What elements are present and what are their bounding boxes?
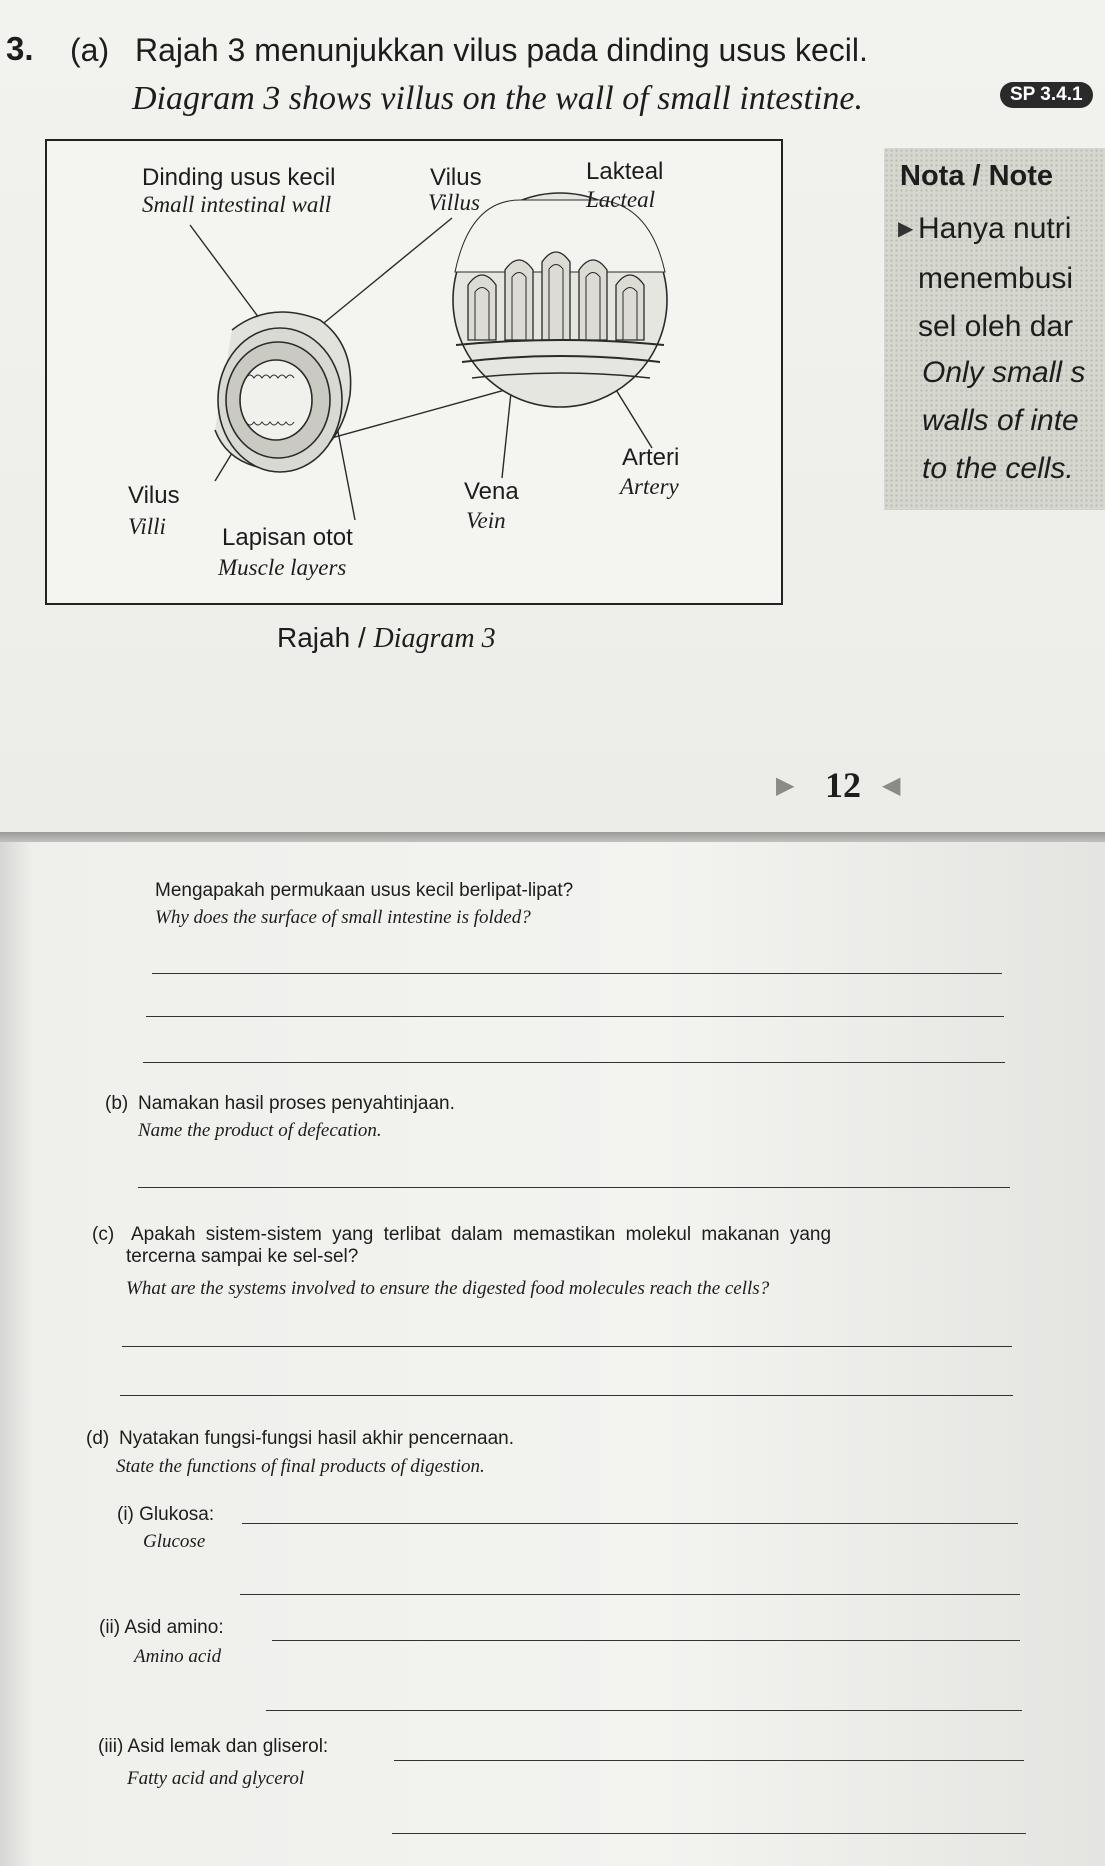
q-d-ms: Nyatakan fungsi-fungsi hasil akhir pencernaan. <box>119 1428 515 1449</box>
label-muscle-ms: Lapisan otot <box>222 524 353 551</box>
label-villus-en: Villus <box>428 190 480 215</box>
intestine-cross-section <box>215 312 351 472</box>
q-b-label: (b) <box>105 1093 129 1114</box>
q-d-ii-en: Amino acid <box>134 1646 222 1667</box>
answer-line[interactable] <box>122 1346 1012 1347</box>
caption-ms: Rajah / <box>277 622 374 653</box>
label-lacteal-ms: Lakteal <box>586 158 664 185</box>
sp-badge: SP 3.4.1 <box>1000 82 1093 108</box>
page-arrow-right-icon: ◀ <box>882 772 901 799</box>
page-arrow-left-icon: ▶ <box>776 772 795 799</box>
label-wall-en: Small intestinal wall <box>142 192 332 217</box>
label-artery-ms: Arteri <box>622 444 680 471</box>
q-d-iii-ms: (iii) Asid lemak dan gliserol: <box>98 1736 329 1757</box>
diagram-caption <box>277 622 496 655</box>
note-line-2: menembusi <box>918 262 1074 295</box>
label-lacteal-en: Lacteal <box>586 187 655 212</box>
label-villus-ms: Vilus <box>430 164 482 191</box>
answer-line[interactable] <box>242 1523 1018 1524</box>
answer-line[interactable] <box>152 973 1002 974</box>
label-muscle-en: Muscle layers <box>218 555 347 580</box>
q-c-ms-2: tercerna sampai ke sel-sel? <box>126 1246 359 1267</box>
part-a-label: (a) <box>70 32 110 68</box>
villi-magnified <box>453 193 667 407</box>
note-arrow-icon: ▶ <box>898 218 914 240</box>
label-villi-ms: Vilus <box>128 482 180 509</box>
label-vein-en: Vein <box>466 508 506 533</box>
q-b-en: Name the product of defecation. <box>138 1120 382 1141</box>
bottom-page <box>0 842 1105 1866</box>
q-d-iii-en: Fatty acid and glycerol <box>127 1768 305 1789</box>
answer-line[interactable] <box>146 1016 1004 1017</box>
q-d-en: State the functions of final products of digestion. <box>116 1456 485 1477</box>
part-a-text-ms: Rajah 3 menunjukkan vilus pada dinding usus kecil. <box>135 32 868 68</box>
label-villi-en: Villi <box>128 514 166 539</box>
answer-line[interactable] <box>138 1187 1010 1188</box>
question-number: 3. <box>6 30 34 67</box>
q-a-ms: Mengapakah permukaan usus kecil berlipat-lipat? <box>155 880 574 901</box>
answer-line[interactable] <box>240 1594 1020 1595</box>
note-title: Nota / Note <box>900 160 1054 192</box>
note-line-1: Hanya nutri <box>918 212 1072 245</box>
answer-line[interactable] <box>143 1062 1005 1063</box>
answer-line[interactable] <box>120 1395 1013 1396</box>
note-line-6: to the cells. <box>922 452 1074 485</box>
note-line-4: Only small s <box>922 356 1086 389</box>
answer-line[interactable] <box>394 1760 1024 1761</box>
label-artery-en: Artery <box>620 474 679 499</box>
q-c-ms-1: Apakah sistem-sistem yang terlibat dalam memastikan molekul makanan yang <box>131 1224 832 1245</box>
q-a-en: Why does the surface of small intestine is folded? <box>155 907 531 928</box>
answer-line[interactable] <box>266 1710 1022 1711</box>
part-a-text-en: Diagram 3 shows villus on the wall of small intestine. <box>132 80 864 117</box>
q-d-label: (d) <box>86 1428 110 1449</box>
q-d-ii-ms: (ii) Asid amino: <box>99 1617 224 1638</box>
answer-line[interactable] <box>272 1640 1020 1641</box>
q-c-en: What are the systems involved to ensure the digested food molecules reach the cells? <box>126 1278 770 1299</box>
note-line-5: walls of inte <box>922 404 1079 437</box>
note-line-3: sel oleh dar <box>918 310 1074 343</box>
label-vein-ms: Vena <box>464 478 519 505</box>
page-number: 12 <box>825 765 861 805</box>
caption-en: Diagram 3 <box>373 623 496 654</box>
q-c-label: (c) <box>92 1224 115 1245</box>
label-wall-ms: Dinding usus kecil <box>142 164 336 191</box>
q-d-i-en: Glucose <box>143 1531 206 1552</box>
answer-line[interactable] <box>392 1833 1026 1834</box>
q-b-ms: Namakan hasil proses penyahtinjaan. <box>138 1093 455 1114</box>
q-d-i-ms: (i) Glukosa: <box>117 1504 215 1525</box>
